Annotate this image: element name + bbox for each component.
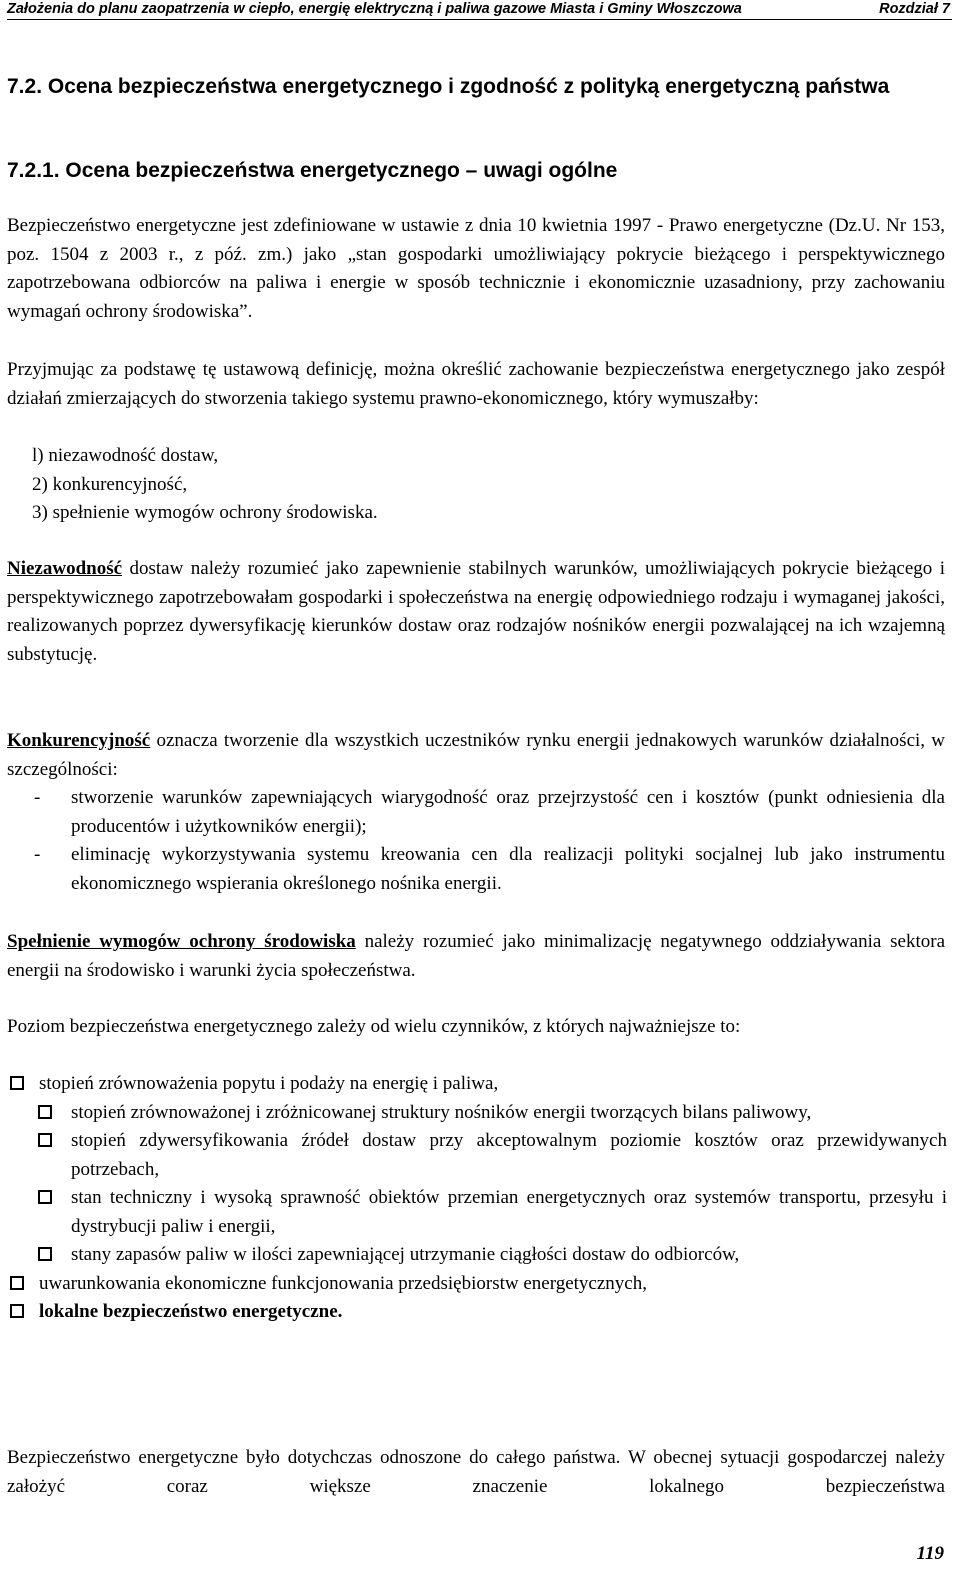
definition-paragraph: Bezpieczeństwo energetyczne jest zdefiniowane w ustawie z dnia 10 kwietnia 1997 - Prawo energetyczne (Dz.U. Nr 153, poz. 1504 z 2003 r., z póź. zm.) jako „stan gospodarki umożliwiający pokrycie bieżącego i perspektywicznego zapotrzebowana odbiorców na paliwa i energie w sposób technicznie i ekonomicznie uzasadniony, przy zachowaniu wymagań ochrony środowiska”.	[7, 215, 945, 322]
list-item: 2) konkurencyjność,	[32, 473, 188, 495]
checkbox-bullet-icon	[10, 1276, 24, 1290]
dash-mark: -	[34, 787, 41, 808]
checkbox-bullet-icon	[10, 1076, 24, 1090]
checkbox-bullet-icon	[38, 1190, 52, 1204]
list-item	[7, 841, 945, 898]
header-title: Założenia do planu zaopatrzenia w ciepło, energię elektryczną i paliwa gazowe Miasta i Gminy Włoszczowa	[7, 1, 742, 17]
list-item-text: eliminację wykorzystywania systemu kreowania cen dla realizacji polityki socjalnej lub jako instrumentu ekonomicznego wspierania określonego nośnika energii.	[71, 844, 945, 894]
checkbox-bullet-icon	[38, 1133, 52, 1147]
reliability-paragraph	[7, 555, 945, 669]
list-item: stan techniczny i wysoką sprawność obiektów przemian energetycznych oraz systemów transportu, przesyłu i dystrybucji paliw i energii,	[7, 1184, 947, 1241]
dash-mark: -	[34, 844, 41, 865]
checkbox-bullet-icon	[10, 1304, 24, 1318]
list-item: lokalne bezpieczeństwo energetyczne.	[7, 1298, 947, 1327]
reliability-term: Niezawodność	[7, 558, 123, 579]
checkbox-bullet-icon	[38, 1247, 52, 1261]
running-header	[7, 0, 952, 24]
section-heading: 7.2. Ocena bezpieczeństwa energetycznego i zgodność z polityką energetyczną państwa	[7, 75, 890, 98]
list-item: uwarunkowania ekonomiczne funkcjonowania przedsiębiorstw energetycznych,	[7, 1270, 947, 1299]
factors-list	[7, 1070, 947, 1327]
list-item: stopień zrównoważenia popytu i podaży na energię i paliwa,	[7, 1070, 947, 1099]
closing-paragraph: Bezpieczeństwo energetyczne było dotychczas odnoszone do całego państwa. W obecnej sytuacji gospodarczej należy założyć coraz większe znaczenie lokalnego bezpieczeństwa	[7, 1447, 945, 1497]
subsection-heading: 7.2.1. Ocena bezpieczeństwa energetycznego – uwagi ogólne	[7, 159, 618, 182]
list-item: stopień zdywersyfikowania źródeł dostaw przy akceptowalnym poziomie kosztów oraz przewidywanych potrzebach,	[7, 1127, 947, 1184]
competitiveness-paragraph	[7, 727, 945, 784]
header-rule	[7, 19, 952, 20]
header-chapter: Rozdział 7	[879, 1, 950, 17]
environment-term: Spełnienie wymogów ochrony środowiska	[7, 931, 356, 952]
environment-text: należy rozumieć jako minimalizację negatywnego oddziaływania sektora energii na środowisko i warunki życia społeczeństwa.	[7, 931, 946, 981]
competitiveness-term: Konkurencyjność	[7, 730, 151, 751]
competitiveness-text: oznacza tworzenie dla wszystkich uczestników rynku energii jednakowych warunków działalności, w szczególności:	[7, 730, 945, 780]
definition-followup-paragraph: Przyjmując za podstawę tę ustawową definicję, można określić zachowanie bezpieczeństwa energetycznego jako zespół działań zmierzających do stworzenia takiego systemu prawno-ekonomicznego, który wymuszałby:	[7, 359, 945, 409]
page-number: 119	[916, 1543, 944, 1564]
list-item: l) niezawodność dostaw,	[32, 445, 219, 466]
list-item: stopień zrównoważonej i zróżnicowanej struktury nośników energii tworzących bilans paliwowy,	[7, 1099, 947, 1128]
numbered-list	[32, 442, 378, 528]
competitiveness-list	[7, 784, 945, 898]
reliability-text: dostaw należy rozumieć jako zapewnienie stabilnych warunków, umożliwiających pokrycie bieżącego i perspektywicznego zapotrzebowałam gospodarki i społeczeństwa na energię odpowiedniego rodzaju i wymaganej jakości, realizowanych poprzez dywersyfikację kierunków dostaw oraz rodzajów nośników energii pozwalającej na ich wzajemną substytucję.	[7, 558, 945, 665]
list-item-text: stworzenie warunków zapewniających wiarygodność oraz przejrzystość cen i kosztów (punkt odniesienia dla producentów i użytkowników energii);	[71, 787, 945, 837]
list-item: 3) spełnienie wymogów ochrony środowiska.	[32, 502, 378, 523]
checkbox-bullet-icon	[38, 1105, 52, 1119]
level-intro-paragraph: Poziom bezpieczeństwa energetycznego zależy od wielu czynników, z których najważniejsze to:	[7, 1016, 741, 1037]
environment-paragraph	[7, 928, 945, 985]
list-item: stany zapasów paliw w ilości zapewniającej utrzymanie ciągłości dostaw do odbiorców,	[7, 1241, 947, 1270]
list-item	[7, 784, 945, 841]
